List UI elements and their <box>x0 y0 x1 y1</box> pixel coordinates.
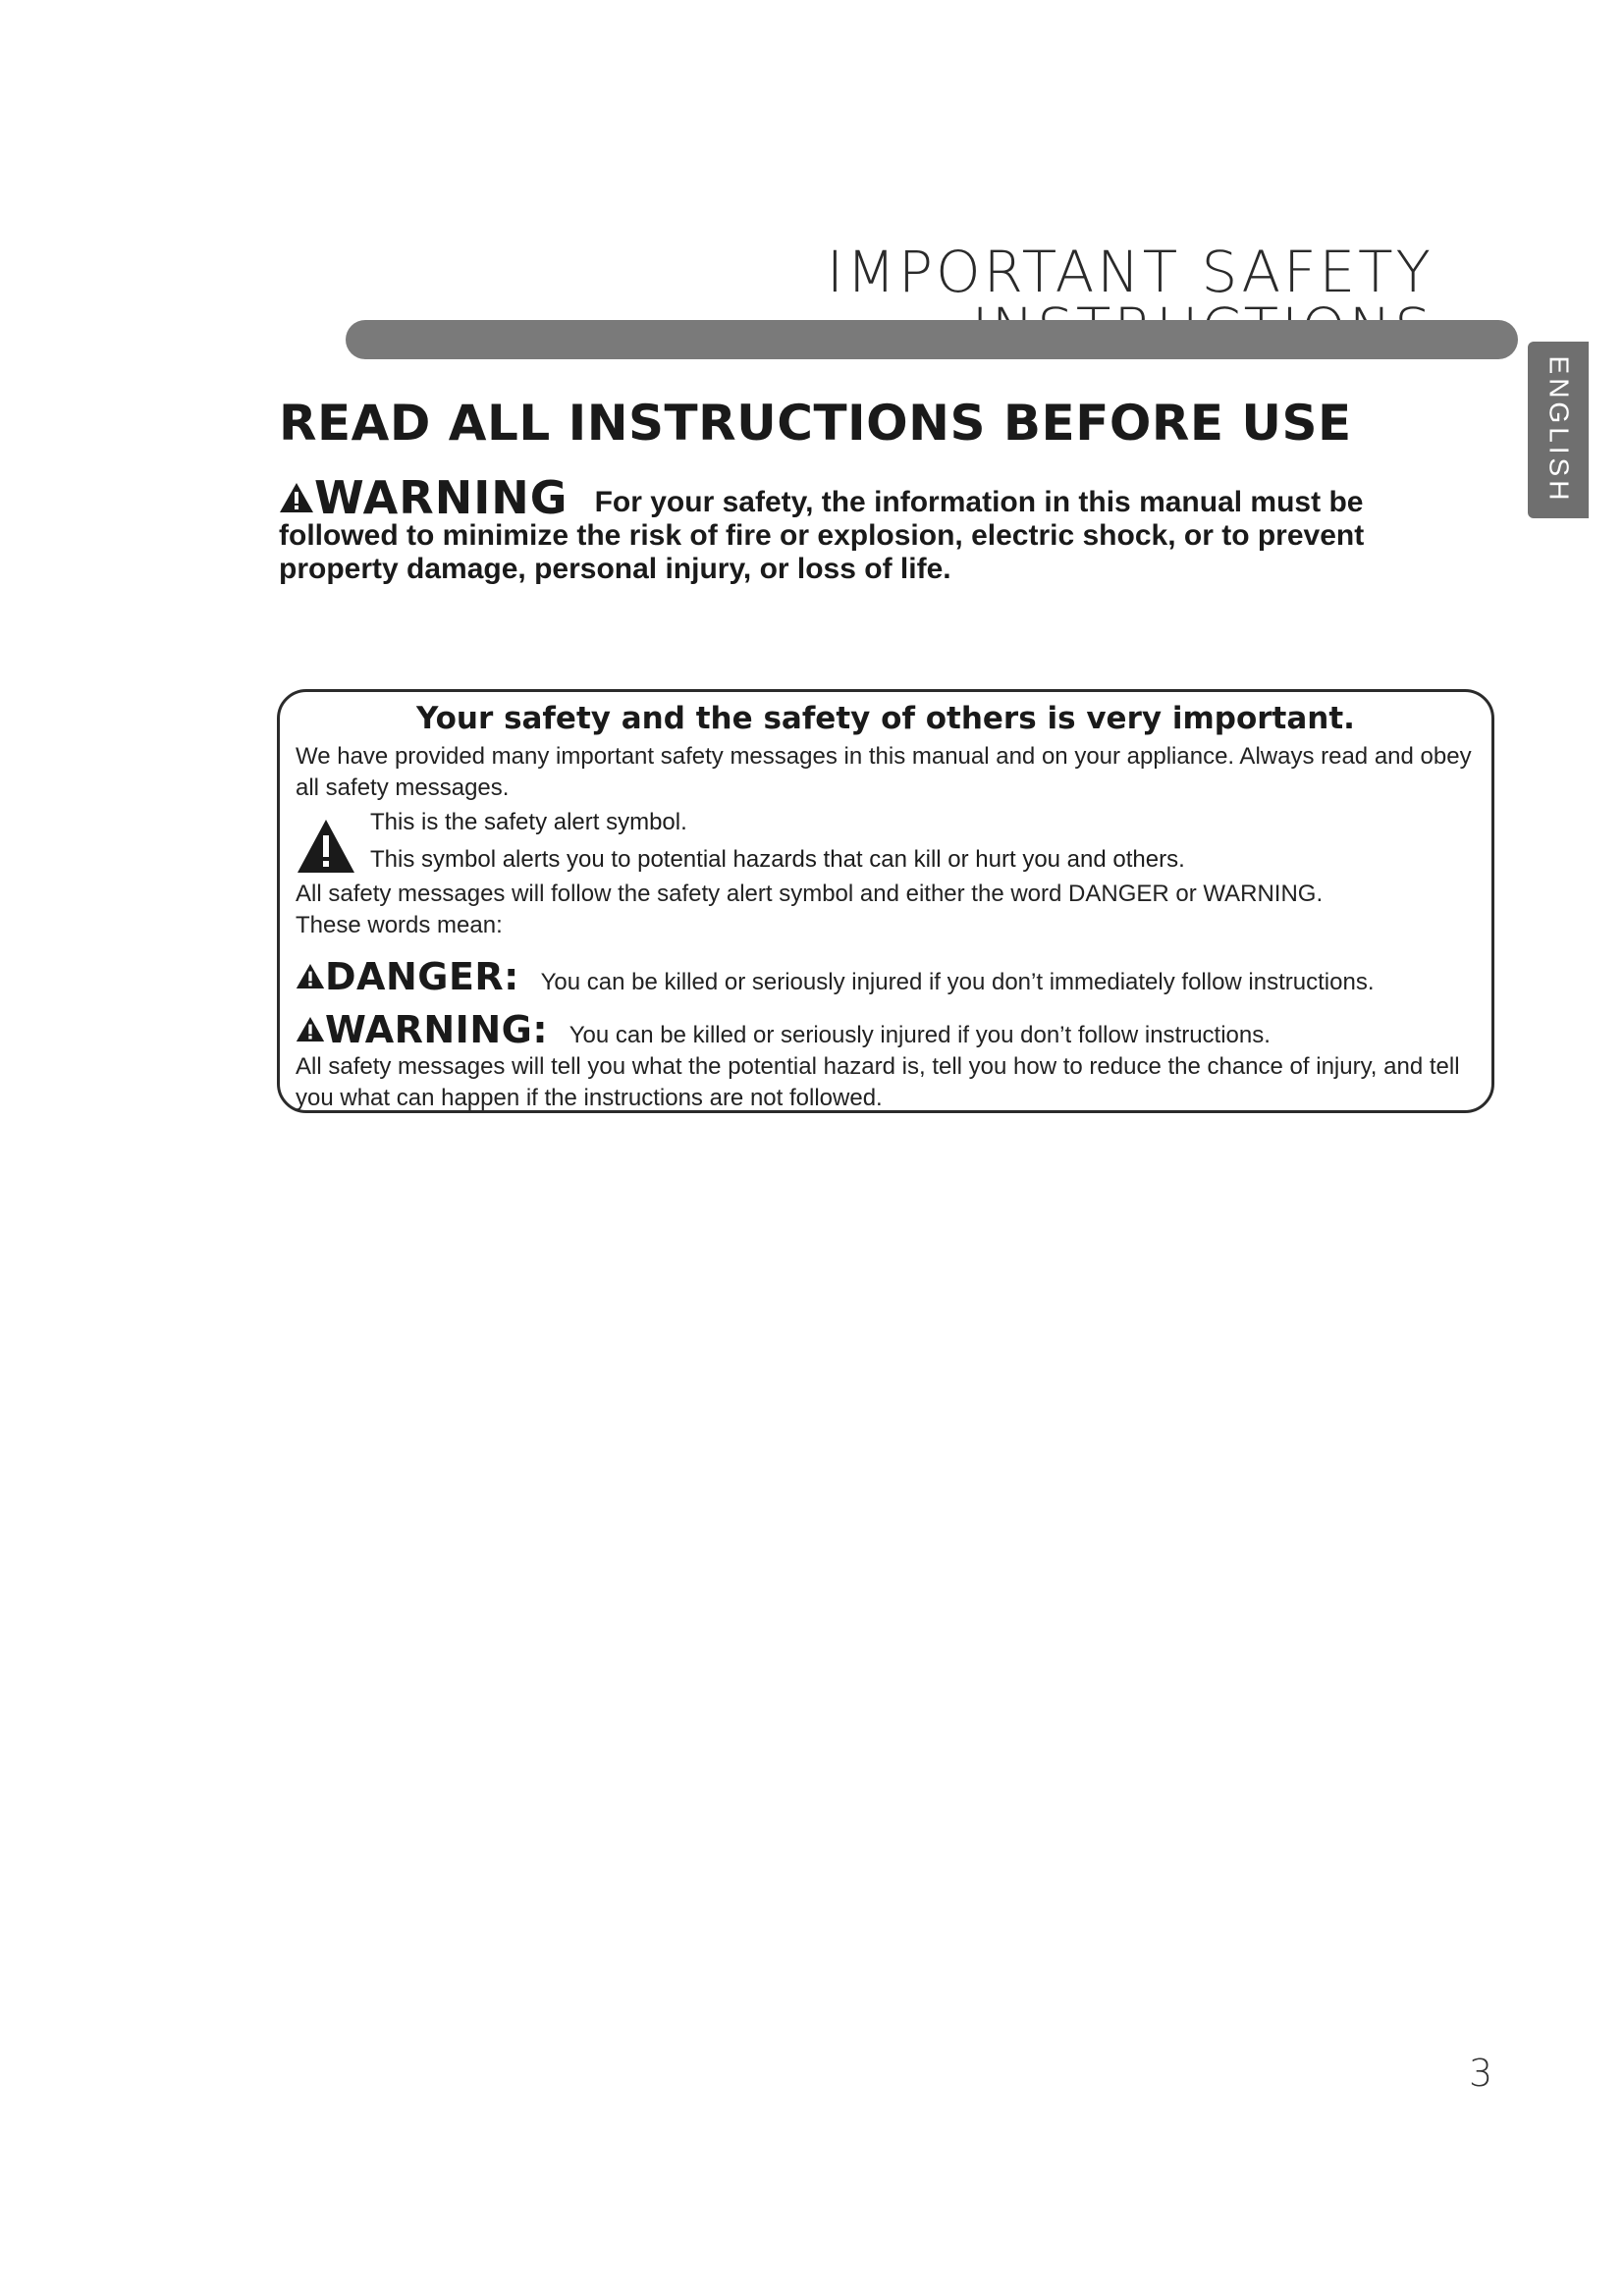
words-mean-text: These words mean: <box>296 912 503 938</box>
danger-word: DANGER: <box>325 955 519 998</box>
danger-text: You can be killed or seriously injured if you don’t immediately follow instructions. <box>540 969 1375 995</box>
warning-row-word: WARNING: <box>325 1008 549 1051</box>
header-divider-bar <box>346 320 1518 359</box>
follow-text: All safety messages will follow the safety alert symbol and either the word DANGER or WARNING. <box>296 881 1324 907</box>
box-intro: We have provided many important safety messages in this manual and on your appliance. Always read and obey all safety messages. <box>296 743 1472 801</box>
page-number: 3 <box>1469 2052 1493 2095</box>
warning-triangle-icon <box>279 482 314 513</box>
warning-label <box>279 471 585 524</box>
warning-row-text: You can be killed or seriously injured if you don’t follow instructions. <box>568 1022 1271 1048</box>
safety-alert-triangle-icon <box>296 818 356 875</box>
danger-row <box>296 955 1476 998</box>
main-heading: READ ALL INSTRUCTIONS BEFORE USE <box>279 395 1352 452</box>
warning-statement <box>279 471 1437 586</box>
alert-line-1: This is the safety alert symbol. <box>370 809 687 835</box>
page-header-title: IMPORTANT SAFETY <box>826 239 1434 305</box>
alert-line-2: This symbol alerts you to potential hazards that can kill or hurt you and others. <box>370 846 1185 873</box>
safety-info-box <box>277 689 1494 1113</box>
closing-text: All safety messages will tell you what the potential hazard is, tell you how to reduce the chance of injury, and tell you what can happen if the instructions are not followed. <box>296 1053 1460 1111</box>
alert-symbol-row <box>296 804 1476 879</box>
danger-triangle-icon <box>296 963 325 989</box>
language-tab <box>1528 342 1589 518</box>
warning-word: WARNING <box>314 471 568 524</box>
warning-row-triangle-icon <box>296 1016 325 1042</box>
box-title: Your safety and the safety of others is very important. <box>416 701 1355 736</box>
warning-row <box>296 1008 1476 1051</box>
language-tab-label: ENGLISH <box>1543 355 1574 505</box>
warning-text: For your safety, the information in this manual must be followed to minimize the risk of fire or explosion, electric shock, or to prevent property damage, personal injury, or loss of life. <box>279 486 1365 585</box>
